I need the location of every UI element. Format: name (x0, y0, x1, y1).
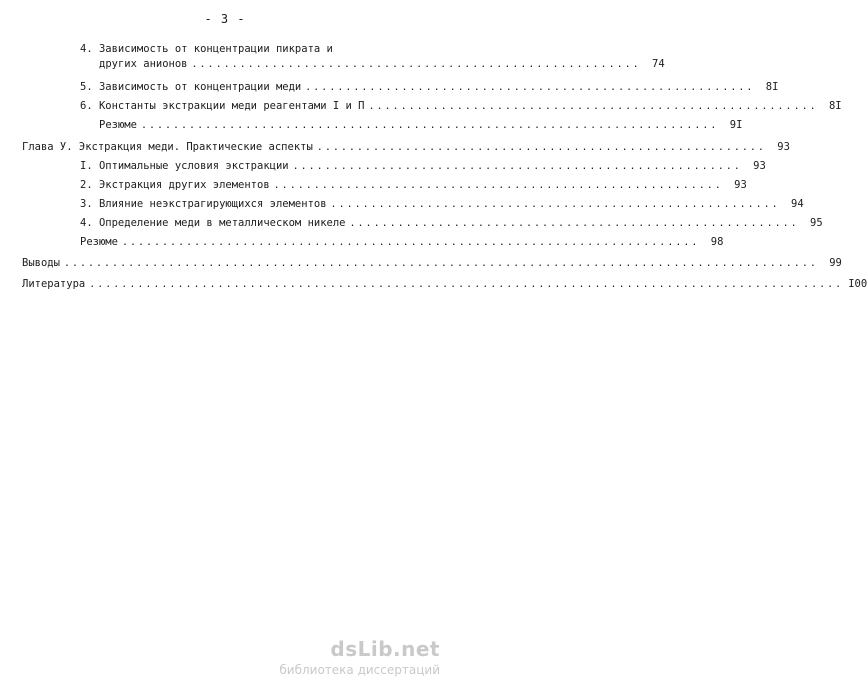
toc-entry-label: Резюме (80, 236, 118, 248)
toc-entry-ch5-3 (80, 197, 804, 211)
toc-entry-6 (80, 99, 842, 113)
toc-summary-1 (99, 118, 743, 132)
toc-entry-label: 3. Влияние неэкстрагирующихся элементов (80, 198, 327, 210)
toc-chapter-5 (22, 140, 790, 154)
toc-entry-label: 4. Определение меди в металлическом никеле (80, 217, 346, 229)
leader-dots: .............................................................................................. (63, 258, 818, 269)
toc-page-number: 8I (828, 100, 842, 112)
toc-page-number: 94 (791, 198, 804, 210)
toc-page-number: 93 (753, 160, 766, 172)
toc-page-number: 93 (734, 179, 747, 191)
toc-entry-label: 5. Зависимость от концентрации меди (80, 81, 302, 93)
toc-page-number: 98 (710, 236, 724, 248)
watermark (279, 637, 440, 677)
toc-entry-ch5-2 (80, 178, 747, 192)
toc-entry-ch5-4 (80, 216, 823, 230)
toc-entry-label: других анионов (99, 58, 188, 70)
toc-entry-ch5-1 (80, 159, 766, 173)
toc-entry-4 (99, 57, 665, 71)
leader-dots: ........................................................ (368, 101, 818, 112)
page-number: - 3 - (204, 12, 246, 26)
leader-dots: ........................................................ (316, 142, 766, 153)
leader-dots: .............................................................................................. (89, 279, 844, 290)
leader-dots: ........................................................ (273, 180, 723, 191)
toc-page-number: 99 (829, 257, 842, 269)
toc-page-number: 95 (810, 217, 823, 229)
toc-literature (22, 277, 867, 291)
toc-entry-label: Резюме (99, 119, 137, 131)
toc-entry-label: Литература (22, 278, 86, 290)
toc-page-number: 74 (652, 58, 665, 70)
toc-page-number: 8I (765, 81, 779, 93)
toc-entry-label: Выводы (22, 257, 60, 269)
toc-page-number: 9I (729, 119, 743, 131)
toc-entry-4-line1: 4. Зависимость от концентрации пикрата и (80, 43, 333, 55)
toc-page-number: I00 (848, 278, 867, 290)
toc-page-number: 93 (777, 141, 790, 153)
toc-entry-label: Глава У. Экстракция меди. Практические аспекты (22, 141, 313, 153)
leader-dots: ........................................................................ (121, 237, 700, 248)
toc-entry-label: 6. Константы экстракции меди реагентами I и П (80, 100, 365, 112)
leader-dots: ........................................................ (305, 82, 755, 93)
toc-entry-5 (80, 80, 779, 94)
toc-conclusions (22, 256, 842, 270)
toc-entry-label: I. Оптимальные условия экстракции (80, 160, 289, 172)
toc-entry-label: 2. Экстракция других элементов (80, 179, 270, 191)
leader-dots: ........................................................ (349, 218, 799, 229)
toc-summary-2 (80, 235, 724, 249)
leader-dots: ........................................................ (191, 59, 641, 70)
watermark-subtitle: библиотека диссертаций (279, 663, 440, 677)
watermark-logo: dsLib.net (330, 637, 440, 661)
leader-dots: ........................................................ (292, 161, 742, 172)
leader-dots: ........................................................ (330, 199, 780, 210)
leader-dots: ........................................................................ (140, 120, 719, 131)
